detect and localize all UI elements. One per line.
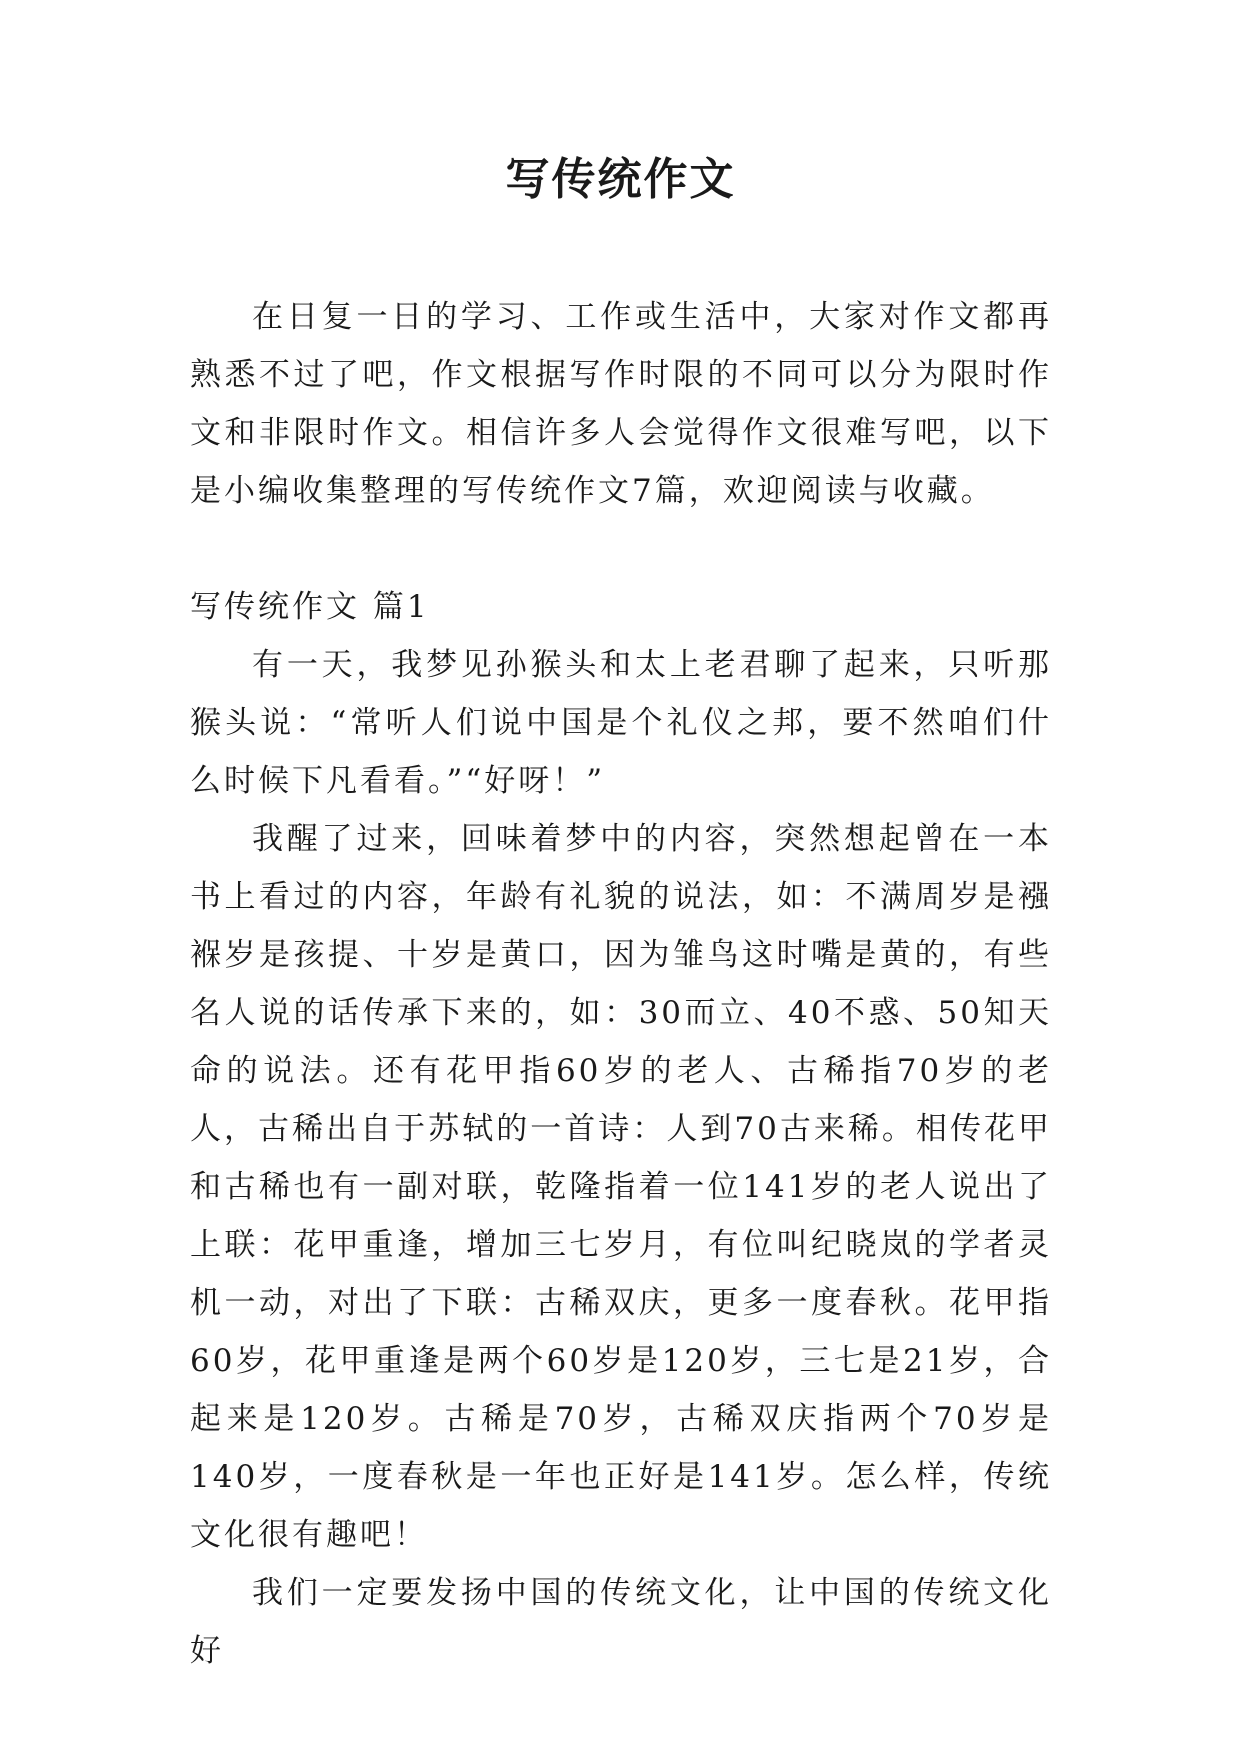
intro-paragraph: 在日复一日的学习、工作或生活中，大家对作文都再熟悉不过了吧，作文根据写作时限的不同可以分为限时作文和非限时作文。相信许多人会觉得作文很难写吧，以下是小编收集整理的写传统作文7篇，欢迎阅读与收藏。 xyxy=(190,299,1052,509)
body-paragraph-1: 有一天，我梦见孙猴头和太上老君聊了起来，只听那猴头说：“常听人们说中国是个礼仪之邦，要不然咱们什么时候下凡看看。”“好呀！” xyxy=(190,647,1052,799)
document-body xyxy=(190,288,1052,1680)
body-paragraph-3: 我们一定要发扬中国的传统文化，让中国的传统文化好 xyxy=(190,1575,1052,1669)
page-title: 写传统作文 xyxy=(505,154,736,205)
body-paragraph-2: 我醒了过来，回味着梦中的内容，突然想起曾在一本书上看过的内容，年龄有礼貌的说法，如：不满周岁是襁褓岁是孩提、十岁是黄口，因为雏鸟这时嘴是黄的，有些名人说的话传承下来的，如：30而立、40不惑、50知天命的说法。还有花甲指60岁的老人、古稀指70岁的老人，古稀出自于苏轼的一首诗：人到70古来稀。相传花甲和古稀也有一副对联，乾隆指着一位141岁的老人说出了上联：花甲重逢，增加三七岁月，有位叫纪晓岚的学者灵机一动，对出了下联：古稀双庆，更多一度春秋。花甲指60岁，花甲重逢是两个60岁是120岁，三七是21岁，合起来是120岁。古稀是70岁，古稀双庆指两个70岁是140岁，一度春秋是一年也正好是141岁。怎么样，传统文化很有趣吧！ xyxy=(190,821,1052,1553)
section-heading: 写传统作文 篇1 xyxy=(190,589,430,625)
